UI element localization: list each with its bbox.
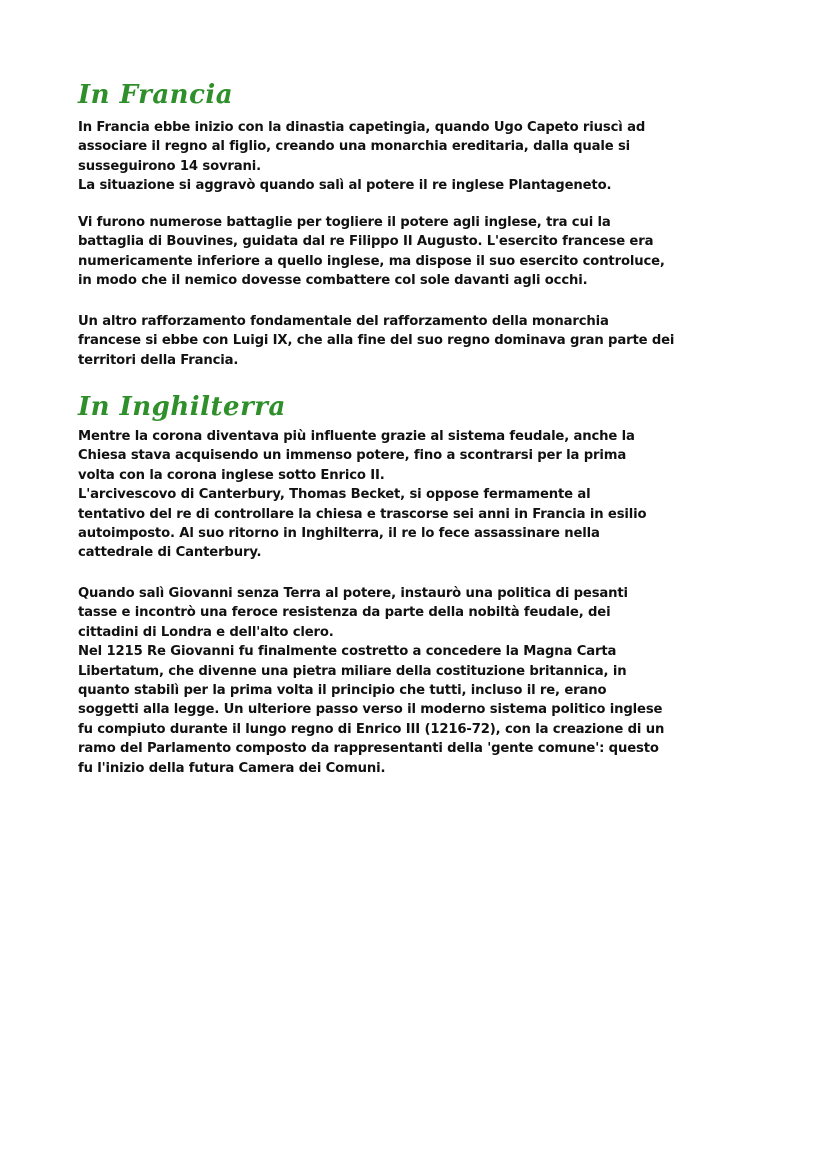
paragraph-francia-bouvines: Vi furono numerose battaglie per togliere il potere agli inglese, tra cui la battaglia di Bouvines, guidata dal re Filippo II Augusto. L'esercito francese era numericamente inferiore a quello inglese, ma dispose il suo esercito controluce, in modo che il nemico dovesse combattere col sole davanti agli occhi. — [78, 215, 665, 289]
section-heading-inghilterra: In Inghilterra — [78, 392, 286, 422]
paragraph-inghilterra-magna-carta: Quando salì Giovanni senza Terra al potere, instaurò una politica di pesanti tasse e incontrò una feroce resistenza da parte della nobiltà feudale, dei cittadini di Londra e dell'alto clero. Nel 1215 Re Giovanni fu finalmente costretto a concedere la Magna Carta Libertatum, che divenne una pietra miliare della costituzione britannica, in quanto stabilì per la prima volta il principio che tutti, incluso il re, erano soggetti alla legge. Un ulteriore passo verso il moderno sistema politico inglese fu compiuto durante il lungo regno di Enrico III (1216-72), con la creazione di un ramo del Parlamento composto da rappresentanti della 'gente comune': questo fu l'inizio della futura Camera dei Comuni. — [78, 586, 665, 776]
paragraph-francia-luigi-ix: Un altro rafforzamento fondamentale del rafforzamento della monarchia francese si ebbe con Luigi IX, che alla fine del suo regno dominava gran parte dei territori della Francia. — [78, 314, 675, 368]
paragraph-inghilterra-becket: Mentre la corona diventava più influente grazie al sistema feudale, anche la Chiesa stava acquisendo un immenso potere, fino a scontrarsi per la prima volta con la corona inglese sotto Enrico II. L'arcivescovo di Canterbury, Thomas Becket, si oppose fermamente al tentativo del re di controllare la chiesa e trascorse sei anni in Francia in esilio autoimposto. Al suo ritorno in Inghilterra, il re lo fece assassinare nella cattedrale di Canterbury. — [78, 429, 647, 561]
section-heading-francia: In Francia — [78, 80, 234, 110]
paragraph-francia-capetingi: In Francia ebbe inizio con la dinastia capetingia, quando Ugo Capeto riuscì ad associare il regno al figlio, creando una monarchia ereditaria, dalla quale si susseguirono 14 sovrani. La situazione si aggravò quando salì al potere il re inglese Plantageneto. — [78, 120, 646, 194]
